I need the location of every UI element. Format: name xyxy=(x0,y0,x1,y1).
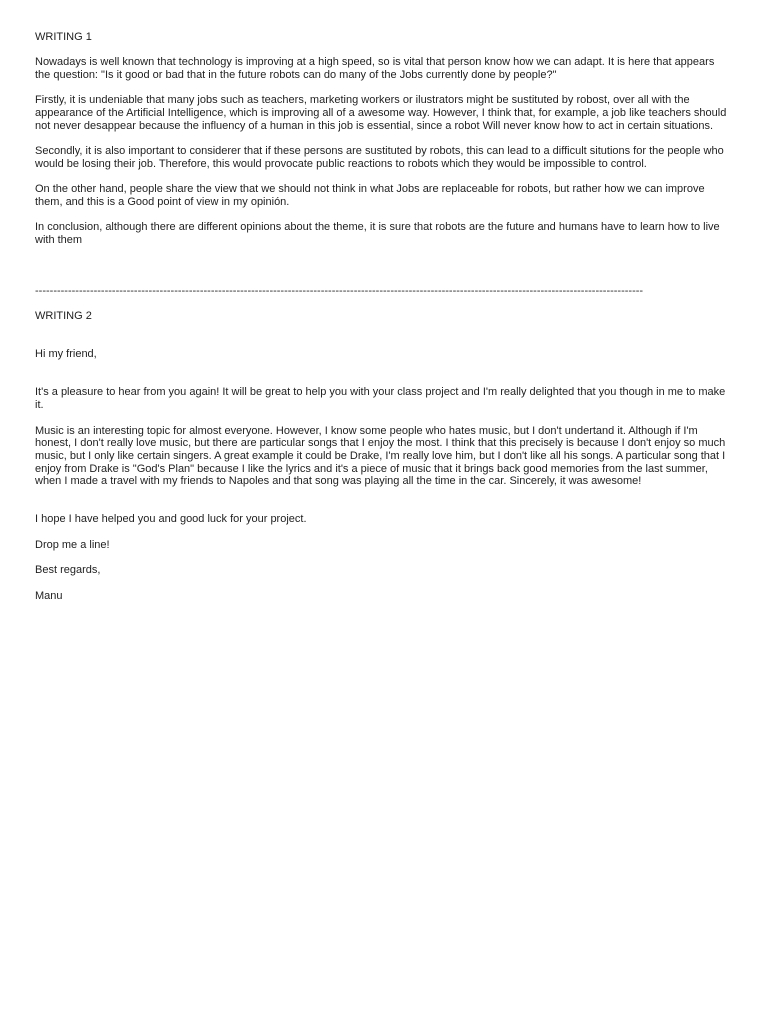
writing2-signature: Manu xyxy=(35,589,63,602)
spacer xyxy=(35,526,731,539)
writing1-heading: WRITING 1 xyxy=(35,31,92,43)
spacer xyxy=(35,552,731,565)
writing1-paragraph-other-hand: On the other hand, people share the view that we should not think in what Jobs are replaceable for robots, but rather how we can improve them, and this is a Good point of view in my opinión. xyxy=(35,183,708,209)
writing1-paragraph-secondly: Secondly, it is also important to considerer that if these persons are sustituted by robots, this can lead to a difficult situtions for the people who would be losing their job. Therefore, this would provocate public reactions to robots which they would be impossible to control. xyxy=(35,145,727,170)
writing2-paragraph-music: Music is an interesting topic for almost everyone. However, I know some people who hates music, but I don't undertand it. Although if I'm honest, I don't really love music, but there are particular songs that I enjoy the most. I think that this precisely is because I don't enjoy so much music, but I only like certain singers. A great example it could be Drake, I'm really love him, but I don't like all his songs. A particular song that I enjoy from Drake is "God's Plan" because I like the lyrics and it's a piece of music that it brings back good memories from the last summer, when I made a travel with my friends to Napoles and that song was playing all the time in the car. Sincerely, it was awesome! xyxy=(35,424,729,488)
spacer xyxy=(35,44,731,57)
spacer xyxy=(35,209,731,222)
writing1-paragraph-conclusion: In conclusion, although there are different opinions about the theme, it is sure that robots are the future and humans have to learn how to live with them xyxy=(35,221,723,247)
section-divider: ---------------------------------------------------------------------------------------------------------------------------------------------------------------------- xyxy=(35,284,644,297)
writing2-closing-hope: I hope I have helped you and good luck for your project. xyxy=(35,513,307,526)
spacer xyxy=(35,361,731,386)
spacer xyxy=(35,82,731,95)
writing2-heading: WRITING 2 xyxy=(35,310,92,323)
spacer xyxy=(35,298,731,311)
writing2-greeting: Hi my friend, xyxy=(35,348,97,361)
writing2-closing-drop-line: Drop me a line! xyxy=(35,538,110,551)
writing2-closing-regards: Best regards, xyxy=(35,564,101,577)
spacer xyxy=(35,247,731,285)
spacer xyxy=(35,577,731,590)
writing1-paragraph-intro: Nowadays is well known that technology is improving at a high speed, so is vital that person know how we can adapt. It is here that appears the question: "Is it good or bad that in the future robots can do many of the Jobs currently done by people?" xyxy=(35,56,718,82)
spacer xyxy=(35,171,731,184)
writing2-paragraph-pleasure: It's a pleasure to hear from you again! It will be great to help you with your class project and I'm really delighted that you though in me to make it. xyxy=(35,386,729,412)
spacer xyxy=(35,133,731,146)
spacer xyxy=(35,488,731,513)
writing1-paragraph-firstly: Firstly, it is undeniable that many jobs such as teachers, marketing workers or ilustrators might be sustituted by robost, over all with the appearance of the Artificial Intelligence, which is improving all of a awesome way. However, I think that, for example, a job like teachers should not never desappear because the influency of a human in this job is essential, since a robot Will never know how to act in certain situations. xyxy=(35,94,730,132)
spacer xyxy=(35,412,731,425)
document-page xyxy=(35,31,731,602)
spacer xyxy=(35,323,731,348)
